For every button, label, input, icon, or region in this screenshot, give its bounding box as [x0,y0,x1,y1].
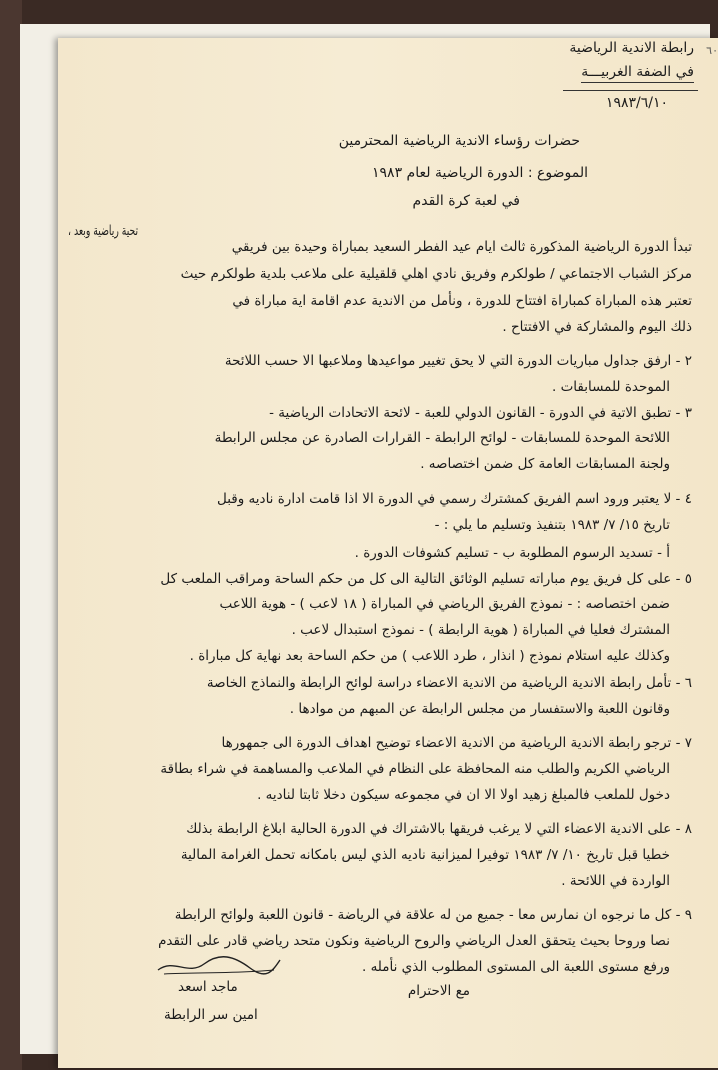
letter-page [58,38,718,1068]
body-line: اللائحة الموحدة للمسابقات - لوائح الرابطة - القرارات الصادرة عن مجلس الرابطة [214,430,670,446]
body-line: ٧ - ترجو رابطة الاندية الرياضية من الاندية الاعضاء توضيح اهداف الدورة الى جمهورها [221,735,692,751]
body-line: خطيا قبل تاريخ ١٠/ ٧/ ١٩٨٣ توفيرا لميزانية ناديه الذي ليس بامكانه تحمل الغرامة المالية [180,847,670,863]
body-line: تبدأ الدورة الرياضية المذكورة ثالث ايام عيد الفطر السعيد بمباراة وحيدة بين فريقي [231,239,692,255]
body-line: ٥ - على كل فريق يوم مباراته تسليم الوثائق التالية الى كل من حكم الساحة ومراقب الملعب كل [160,571,692,587]
body-line: تعتبر هذه المباراة كمباراة افتتاح للدورة ، ونأمل من الاندية عدم اقامة اية مباراة في [232,293,692,309]
body-line: تاريخ ١٥/ ٧/ ١٩٨٣ بتنفيذ وتسليم ما يلي : - [434,517,670,533]
body-line: ٦ - تأمل رابطة الاندية الرياضية من الاندية الاعضاء دراسة لوائح الرابطة والنماذج الخاصة [206,675,692,691]
page-marker: ٦٠ [706,44,718,57]
letter-date: ١٩٨٣/٦/١٠ [605,95,668,111]
body-line: ذلك اليوم والمشاركة في الافتتاح . [502,319,692,335]
greeting: تحية رياضية وبعد ، [67,223,138,239]
letterhead-rule [563,90,698,91]
addressee: حضرات رؤساء الاندية الرياضية المحترمين [338,133,580,149]
signatory-name: ماجد اسعد [178,979,238,995]
body-line: وكذلك عليه استلام نموذج ( انذار ، طرد اللاعب ) من حكم الساحة بعد نهاية كل مباراة . [189,648,670,664]
body-line: ورفع مستوى اللعبة الى المستوى المطلوب الذي نأمله . [361,959,670,975]
body-line: مركز الشباب الاجتماعي / طولكرم وفريق نادي اهلي قلقيلية على ملاعب بلدية طولكرم حيث [180,266,692,282]
org-name-line1: رابطة الاندية الرياضية [569,40,694,56]
org-name-line2: في الضفة الغربيـــة [581,62,694,83]
letter-content [58,38,698,1068]
subject-line1: الموضوع : الدورة الرياضية لعام ١٩٨٣ [372,165,588,181]
body-line: نصا وروحا بحيث يتحقق العدل الرياضي والروح الرياضية ونكون متحد رياضي قادر على التقدم [158,933,670,949]
body-line: الموحدة للمسابقات . [552,379,670,395]
body-line: وقانون اللعبة والاستفسار من مجلس الرابطة عن المبهم من موادها . [289,701,670,717]
body-line: ٢ - ارفق جداول مباريات الدورة التي لا يحق تغيير مواعيدها وملاعبها الا حسب اللائحة [224,353,692,369]
body-line: دخول للملعب فالمبلغ زهيد اولا الا ان في مجموعه سيكون دخلا ثابتا لناديه . [257,787,670,803]
closing: مع الاحترام [407,983,470,999]
body-line: ٤ - لا يعتبر ورود اسم الفريق كمشترك رسمي في الدورة الا اذا قامت ادارة ناديه وقبل [217,491,692,507]
body-line: ولجنة المسابقات العامة كل ضمن اختصاصه . [420,456,670,472]
body-line: المشترك فعليا في المباراة ( هوية الرابطة ) - نموذج استبدال لاعب . [291,622,670,638]
body-line: ٣ - تطبق الاتية في الدورة - القانون الدولي للعبة - لائحة الاتحادات الرياضية - [269,405,692,421]
signature-scribble [154,950,284,980]
body-line: ضمن اختصاصه : - نموذج الفريق الرياضي في المباراة ( ١٨ لاعب ) - هوية اللاعب [219,596,670,612]
subject-line2: في لعبة كرة القدم [412,193,520,209]
body-line: الواردة في اللائحة . [561,873,670,889]
body-line: الرياضي الكريم والطلب منه المحافظة على النظام في الملاعب والمساهمة في شراء بطاقة [160,761,670,777]
book-binding [0,0,22,1070]
body-line: ٩ - كل ما نرجوه ان نمارس معا - جميع من له علاقة في الرياضة - قانون اللعبة ولوائح الرابطة [174,907,692,923]
body-line: ٨ - على الاندية الاعضاء التي لا يرغب فريقها بالاشتراك في الدورة الحالية ابلاغ الرابطة بذلك [186,821,692,837]
signatory-title: امين سر الرابطة [164,1007,258,1023]
body-line: أ - تسديد الرسوم المطلوبة ب - تسليم كشوفات الدورة . [354,545,670,561]
